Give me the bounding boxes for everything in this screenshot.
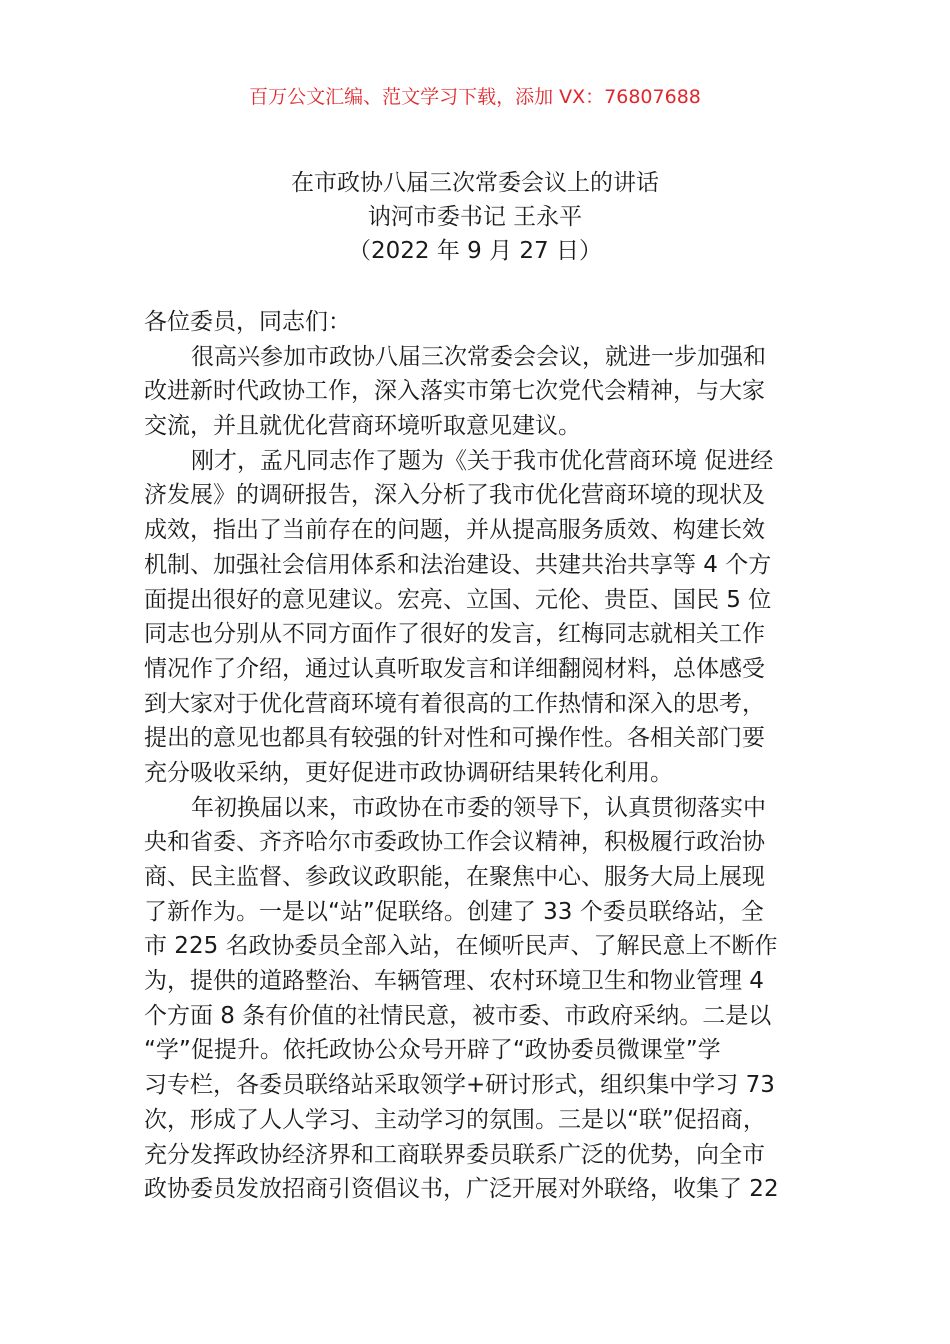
speaker-line: 讷河市委书记 王永平 [367, 204, 583, 230]
paragraph-line: 济发展》的调研报告，深入分析了我市优化营商环境的现状及 [144, 482, 765, 509]
paragraph-line: 同志也分别从不同方面作了很好的发言，红梅同志就相关工作 [144, 621, 765, 648]
paragraph-line: “学”促提升。依托政协公众号开辟了“政协委员微课堂”学 [144, 1037, 721, 1064]
paragraph-line: 改进新时代政协工作，深入落实市第七次党代会精神，与大家 [144, 378, 765, 405]
paragraph-line: 政协委员发放招商引资倡议书，广泛开展对外联络，收集了 22 [144, 1176, 779, 1203]
paragraph-line: 年初换届以来，市政协在市委的领导下，认真贯彻落实中 [191, 794, 766, 821]
watermark-banner: 百万公文汇编、范文学习下载，添加 VX：76807688 [249, 86, 701, 108]
paragraph-line: 提出的意见也都具有较强的针对性和可操作性。各相关部门要 [144, 725, 765, 752]
document-body [144, 305, 824, 1207]
document-title: 在市政协八届三次常委会议上的讲话 [291, 170, 659, 196]
paragraph-line: 次，形成了人人学习、主动学习的氛围。三是以“联”促招商， [144, 1106, 766, 1133]
paragraph-line: 刚才，孟凡同志作了题为《关于我市优化营商环境 促进经 [191, 447, 774, 474]
paragraph-line: 央和省委、齐齐哈尔市委政协工作会议精神，积极履行政治协 [144, 829, 765, 856]
paragraph-line: 充分吸收采纳，更好促进市政协调研结果转化利用。 [144, 759, 673, 786]
salutation: 各位委员，同志们： [144, 309, 351, 335]
paragraph-line: 很高兴参加市政协八届三次常委会会议，就进一步加强和 [191, 343, 766, 370]
paragraph-line: 为，提供的道路整治、车辆管理、农村环境卫生和物业管理 4 [144, 968, 764, 995]
paragraph-line: 机制、加强社会信用体系和法治建设、共建共治共享等 4 个方 [144, 551, 772, 578]
paragraph-line: 习专栏，各委员联络站采取领学+研讨形式，组织集中学习 73 [144, 1072, 775, 1099]
paragraph-line: 了新作为。一是以“站”促联络。创建了 33 个委员联络站，全 [144, 898, 764, 925]
paragraph-line: 商、民主监督、参政议政职能，在聚焦中心、服务大局上展现 [144, 864, 765, 890]
paragraph-line: 面提出很好的意见建议。宏亮、立国、元伦、贵臣、国民 5 位 [144, 586, 772, 613]
speech-date: （2022 年 9 月 27 日） [348, 238, 602, 264]
paragraph-line: 充分发挥政协经济界和工商联界委员联系广泛的优势，向全市 [144, 1141, 765, 1168]
paragraph-line: 个方面 8 条有价值的社情民意，被市委、市政府采纳。二是以 [144, 1002, 772, 1029]
paragraph [144, 791, 824, 1207]
paragraph [144, 340, 824, 444]
paragraph-line: 到大家对于优化营商环境有着很高的工作热情和深入的思考， [144, 690, 765, 717]
paragraph-line: 交流，并且就优化营商环境听取意见建议。 [144, 413, 581, 440]
paragraph-line: 成效，指出了当前存在的问题，并从提高服务质效、构建长效 [144, 517, 765, 544]
paragraph-line: 情况作了介绍，通过认真听取发言和详细翻阅材料，总体感受 [144, 655, 765, 682]
paragraph [144, 444, 824, 791]
paragraph-line: 市 225 名政协委员全部入站，在倾听民声、了解民意上不断作 [144, 933, 778, 960]
document-header [0, 166, 950, 268]
